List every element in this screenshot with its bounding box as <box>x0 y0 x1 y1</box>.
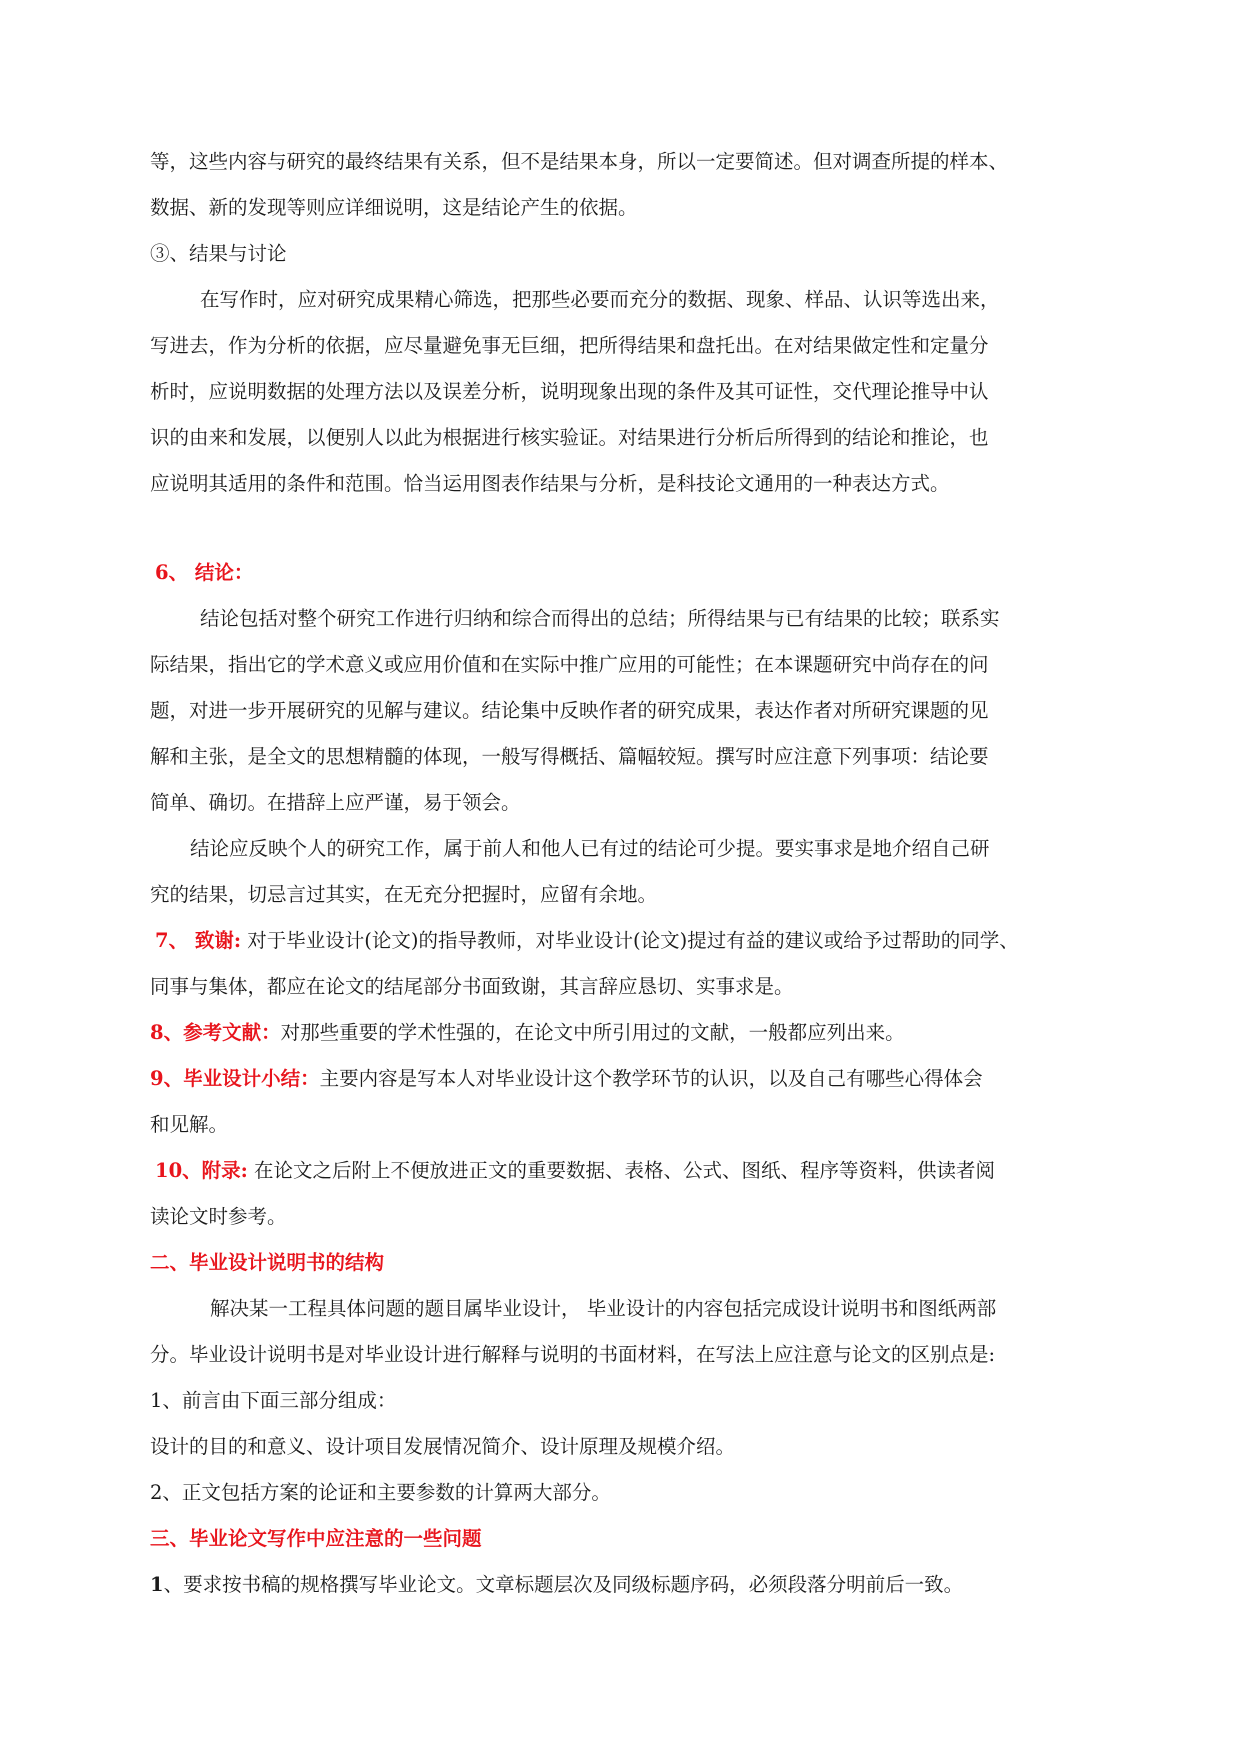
section-heading-appendix: 10、附录: <box>155 1159 248 1182</box>
text-line: 识的由来和发展，以便别人以此为根据进行核实验证。对结果进行分析后所得到的结论和推论，也 <box>150 426 989 449</box>
text-line: 析时，应说明数据的处理方法以及误差分析，说明现象出现的条件及其可证性，交代理论推导中认 <box>150 380 989 403</box>
text-line: 结论应反映个人的研究工作，属于前人和他人已有过的结论可少提。要实事求是地介绍自己研 <box>190 837 990 860</box>
text-line: 2、正文包括方案的论证和主要参数的计算两大部分。 <box>150 1481 611 1504</box>
text-line: 结论包括对整个研究工作进行归纳和综合而得出的总结；所得结果与已有结果的比较；联系实 <box>200 607 1000 630</box>
text-run: 在论文之后附上不便放进正文的重要数据、表格、公式、图纸、程序等资料，供读者阅 <box>247 1159 996 1182</box>
text-run: 对那些重要的学术性强的，在论文中所引用过的文献，一般都应列出来。 <box>280 1021 905 1044</box>
numbered-item <box>150 1573 1100 1597</box>
text-line: 题，对进一步开展研究的见解与建议。结论集中反映作者的研究成果，表达作者对所研究课题的见 <box>150 699 989 722</box>
text-line: 写进去，作为分析的依据，应尽量避免事无巨细，把所得结果和盘托出。在对结果做定性和定量分 <box>150 334 989 357</box>
references-line <box>150 1021 1100 1045</box>
text-line: 读论文时参考。 <box>150 1205 287 1228</box>
text-line: 等，这些内容与研究的最终结果有关系，但不是结果本身，所以一定要简述。但对调查所提的样本、 <box>150 150 1009 173</box>
text-line: 在写作时，应对研究成果精心筛选，把那些必要而充分的数据、现象、样品、认识等选出来， <box>200 288 1000 311</box>
text-line: 设计的目的和意义、设计项目发展情况简介、设计原理及规模介绍。 <box>150 1435 736 1458</box>
appendix-line <box>155 1159 1105 1183</box>
text-line: 和见解。 <box>150 1113 229 1136</box>
text-line: 应说明其适用的条件和范围。恰当运用图表作结果与分析，是科技论文通用的一种表达方式。 <box>150 472 950 495</box>
text-line: 同事与集体，都应在论文的结尾部分书面致谢，其言辞应恳切、实事求是。 <box>150 975 794 998</box>
section-heading-acknowledgement: 7、 致谢: <box>155 929 242 952</box>
text-run: 主要内容是写本人对毕业设计这个教学环节的认识，以及自己有哪些心得体会 <box>319 1067 983 1090</box>
text-line: 际结果，指出它的学术意义或应用价值和在实际中推广应用的可能性；在本课题研究中尚存在的问 <box>150 653 989 676</box>
section-heading-references: 8、参考文献： <box>150 1021 281 1044</box>
text-line: 究的结果，切忌言过其实，在无充分把握时，应留有余地。 <box>150 883 658 906</box>
text-line: 解和主张，是全文的思想精髓的体现，一般写得概括、篇幅较短。撰写时应注意下列事项：结论要 <box>150 745 989 768</box>
text-line: 解决某一工程具体问题的题目属毕业设计， 毕业设计的内容包括完成设计说明书和图纸两部 <box>210 1297 997 1320</box>
section-heading-summary: 9、毕业设计小结： <box>150 1067 320 1090</box>
text-line: 1、前言由下面三部分组成： <box>150 1389 397 1412</box>
summary-line <box>150 1067 1100 1091</box>
acknowledgement-line <box>155 929 1105 953</box>
text-run: 、要求按书稿的规格撰写毕业论文。文章标题层次及同级标题序码，必须段落分明前后一致。 <box>163 1573 964 1596</box>
subsection-heading: ③、结果与讨论 <box>150 242 287 265</box>
chapter-heading-design-structure: 二、毕业设计说明书的结构 <box>150 1251 385 1274</box>
text-line: 数据、新的发现等则应详细说明，这是结论产生的依据。 <box>150 196 638 219</box>
text-run: 对于毕业设计(论文)的指导教师，对毕业设计(论文)提过有益的建议或给予过帮助的同学、 <box>241 929 1019 952</box>
item-number: 1 <box>150 1573 164 1596</box>
text-line: 分。毕业设计说明书是对毕业设计进行解释与说明的书面材料，在写法上应注意与论文的区别点是: <box>150 1343 996 1366</box>
chapter-heading-writing-issues: 三、毕业论文写作中应注意的一些问题 <box>150 1527 482 1550</box>
section-heading-conclusion: 6、 结论： <box>155 561 254 584</box>
text-line: 简单、确切。在措辞上应严谨，易于领会。 <box>150 791 521 814</box>
